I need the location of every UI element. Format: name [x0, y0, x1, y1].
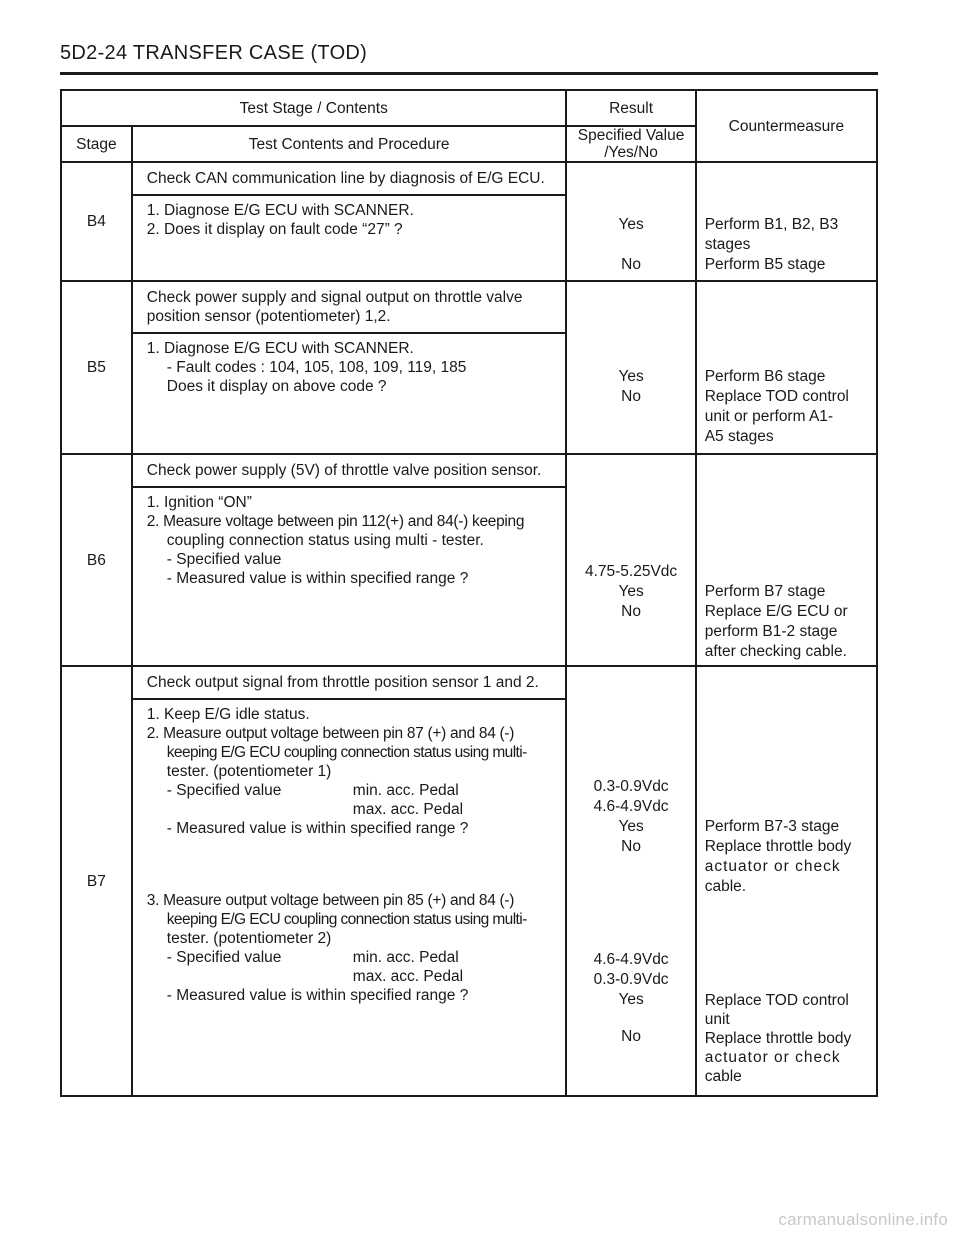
proc-label: - Specified value	[166, 949, 282, 966]
result-value: 0.3-0.9Vdc	[593, 778, 669, 795]
result-value: 0.3-0.9Vdc	[593, 971, 669, 988]
proc-label: max. acc. Pedal	[352, 801, 464, 818]
countermeasure-line: Perform B6 stage	[704, 368, 826, 385]
header-specified-value-line1: Specified Value	[577, 127, 685, 144]
countermeasure-line: after checking cable.	[704, 643, 847, 660]
proc-line: keeping E/G ECU coupling connection status using multi-	[166, 744, 527, 761]
countermeasure-line: cable	[704, 1068, 742, 1085]
title-b7: Check output signal from throttle position sensor 1 and 2.	[133, 667, 566, 700]
proc-line: 1. Keep E/G idle status.	[146, 706, 310, 723]
result-b5	[566, 281, 695, 454]
result-value: No	[621, 256, 641, 273]
stage-b6: B6	[61, 454, 132, 666]
proc-line	[147, 800, 558, 819]
countermeasure-line: actuator or check	[704, 1049, 841, 1066]
countermeasure-line: Replace throttle body	[704, 1030, 852, 1047]
procedure-b5	[133, 334, 566, 400]
proc-line: - Measured value is within specified range ?	[166, 820, 469, 837]
proc-line: 2. Measure output voltage between pin 87 (+) and 84 (-)	[146, 725, 515, 742]
countermeasure-b7	[696, 666, 877, 1096]
result-value: No	[621, 603, 641, 620]
result-value: Yes	[618, 818, 644, 835]
proc-line	[147, 967, 527, 986]
countermeasure-b4	[696, 162, 877, 281]
header-specified-value	[566, 126, 695, 162]
proc-line: 3. Measure output voltage between pin 85 (+) and 84 (-)	[146, 892, 515, 909]
header-rule	[60, 72, 878, 75]
countermeasure-line: Replace E/G ECU or	[704, 603, 848, 620]
header-test-stage-contents: Test Stage / Contents	[61, 90, 566, 126]
countermeasure-line: cable.	[704, 878, 747, 895]
countermeasure-line: Perform B7 stage	[704, 583, 826, 600]
title-line: Check power supply and signal output on throttle valve	[146, 289, 523, 306]
countermeasure-line: Replace TOD control	[704, 388, 849, 405]
header-test-contents: Test Contents and Procedure	[132, 126, 567, 162]
proc-line	[147, 948, 527, 967]
countermeasure-line: Replace throttle body	[704, 838, 852, 855]
contents-b5	[132, 281, 567, 454]
result-value: Yes	[618, 216, 644, 233]
contents-b6	[132, 454, 567, 666]
result-value: 4.75-5.25Vdc	[584, 563, 678, 580]
countermeasure-line: actuator or check	[704, 858, 841, 875]
proc-line: Does it display on above code ?	[166, 378, 387, 395]
proc-label: - Specified value	[166, 782, 282, 799]
proc-line: tester. (potentiometer 1)	[166, 763, 332, 780]
result-value: No	[621, 838, 641, 855]
stage-b7: B7	[61, 666, 132, 1096]
header-result: Result	[566, 90, 695, 126]
result-value: Yes	[618, 991, 644, 1008]
procedure-b7-part2	[133, 886, 535, 1009]
countermeasure-b6	[696, 454, 877, 666]
header-specified-value-line2: /Yes/No	[604, 144, 658, 161]
result-value: No	[621, 1028, 641, 1045]
table-row-b4	[61, 162, 877, 281]
proc-line: 2. Does it display on fault code “27” ?	[146, 221, 403, 238]
proc-line: - Specified value	[166, 551, 282, 568]
title-line: position sensor (potentiometer) 1,2.	[146, 308, 391, 325]
proc-line: 1. Ignition “ON”	[146, 494, 252, 511]
title-b6: Check power supply (5V) of throttle valve position sensor.	[133, 455, 566, 488]
proc-line	[147, 781, 558, 800]
proc-label: max. acc. Pedal	[352, 968, 464, 985]
header-stage: Stage	[61, 126, 132, 162]
procedure-b7-part1	[133, 700, 566, 842]
contents-b7	[132, 666, 567, 1096]
countermeasure-line: Perform B7-3 stage	[704, 818, 840, 835]
countermeasure-line: unit	[704, 1011, 730, 1028]
procedure-b6	[133, 488, 566, 592]
header-countermeasure: Countermeasure	[696, 90, 877, 162]
proc-line: coupling connection status using multi - tester.	[166, 532, 484, 549]
proc-line: 1. Diagnose E/G ECU with SCANNER.	[146, 202, 414, 219]
countermeasure-line: stages	[704, 236, 751, 253]
countermeasure-line: A5 stages	[704, 428, 774, 445]
proc-line: 2. Measure voltage between pin 112(+) and 84(-) keeping	[146, 513, 525, 530]
stage-b5: B5	[61, 281, 132, 454]
proc-line: - Measured value is within specified range ?	[166, 570, 469, 587]
proc-label: min. acc. Pedal	[352, 782, 459, 799]
countermeasure-line: Perform B5 stage	[704, 256, 826, 273]
table-row-b6	[61, 454, 877, 666]
stage-b4: B4	[61, 162, 132, 281]
procedure-b4	[133, 196, 566, 243]
test-stage-table	[60, 89, 878, 1097]
countermeasure-line: unit or perform A1-	[704, 408, 834, 425]
countermeasure-b5	[696, 281, 877, 454]
result-b4	[566, 162, 695, 281]
result-value: 4.6-4.9Vdc	[593, 798, 669, 815]
contents-b4	[132, 162, 567, 281]
result-b7	[566, 666, 695, 1096]
proc-line: 1. Diagnose E/G ECU with SCANNER.	[146, 340, 414, 357]
result-b6	[566, 454, 695, 666]
result-value: No	[621, 388, 641, 405]
table-row-b7	[61, 666, 877, 1096]
proc-line: keeping E/G ECU coupling connection status using multi-	[166, 911, 527, 928]
proc-label: min. acc. Pedal	[352, 949, 459, 966]
proc-line: tester. (potentiometer 2)	[166, 930, 332, 947]
result-value: 4.6-4.9Vdc	[593, 951, 669, 968]
proc-line: - Measured value is within specified range ?	[166, 987, 469, 1004]
title-b4: Check CAN communication line by diagnosis of E/G ECU.	[133, 163, 566, 196]
title-b5	[133, 282, 566, 334]
table-row-b5	[61, 281, 877, 454]
countermeasure-line: Perform B1, B2, B3	[704, 216, 839, 233]
footer-watermark: carmanualsonline.info	[778, 1210, 948, 1229]
countermeasure-line: perform B1-2 stage	[704, 623, 838, 640]
page-header: 5D2-24 TRANSFER CASE (TOD)	[60, 42, 368, 64]
countermeasure-line: Replace TOD control	[704, 992, 849, 1009]
proc-line: - Fault codes : 104, 105, 108, 109, 119, 185	[166, 359, 467, 376]
result-value: Yes	[618, 368, 644, 385]
result-value: Yes	[618, 583, 644, 600]
